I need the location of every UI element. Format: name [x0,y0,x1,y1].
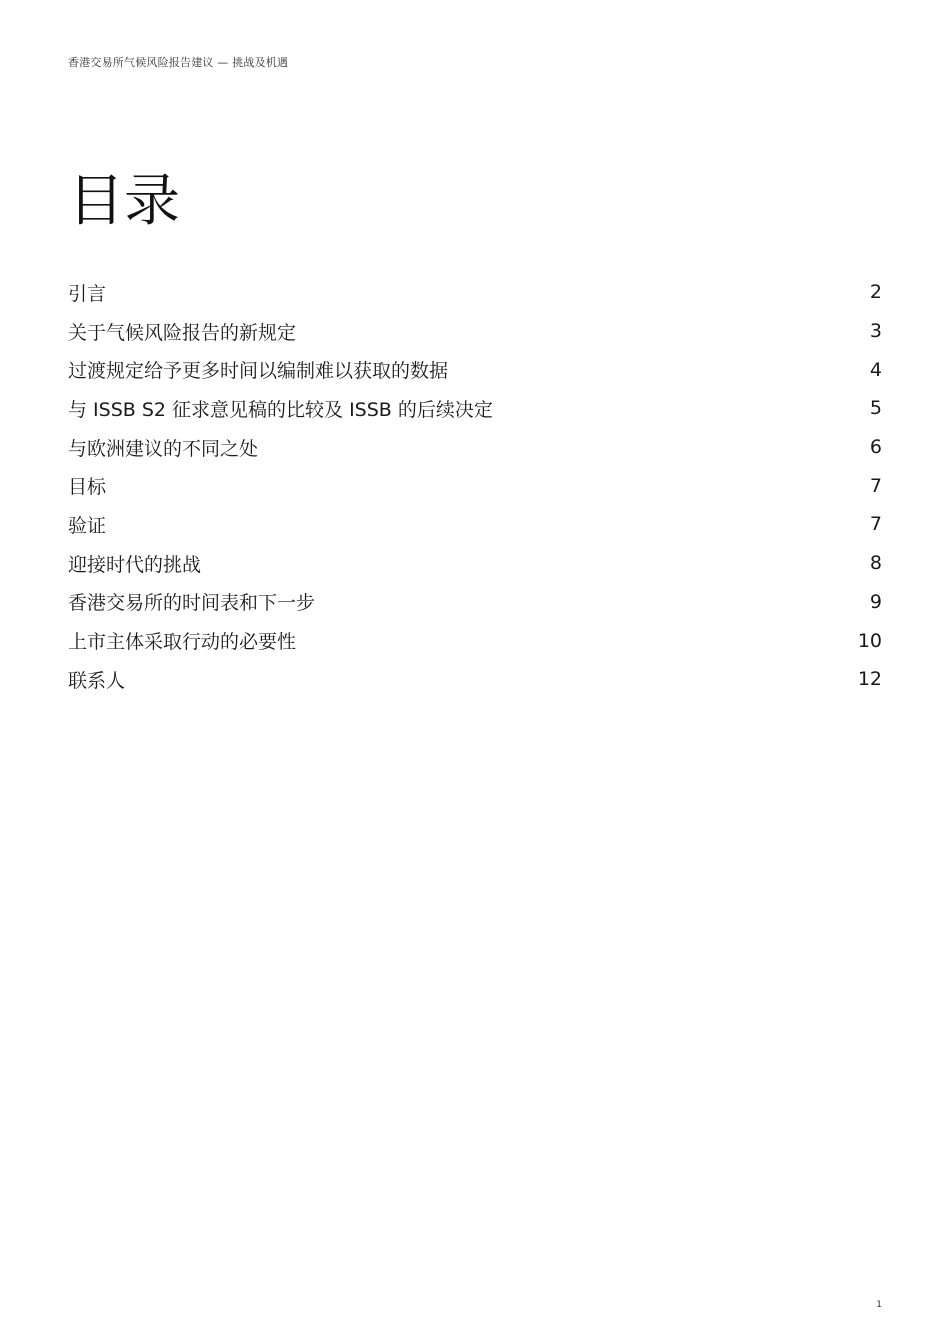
toc-entry-title: 过渡规定给予更多时间以编制难以获取的数据 [68,360,449,383]
toc-entry-title: 香港交易所的时间表和下一步 [68,592,316,615]
toc-entry-page: 8 [869,552,882,575]
toc-entry-introduction[interactable] [68,273,882,312]
toc-entry-title: 与欧洲建议的不同之处 [68,437,259,460]
toc-entry-page: 5 [869,397,882,420]
toc-entry-title: 引言 [68,282,107,305]
toc-entry-assurance[interactable] [68,505,882,544]
page-title: 目录 [68,169,180,234]
table-of-contents [68,273,882,699]
toc-entry-issb-comparison[interactable] [68,389,882,428]
page-number: 1 [876,1300,882,1310]
toc-entry-contacts[interactable] [68,660,882,699]
toc-entry-title: 迎接时代的挑战 [68,553,202,576]
toc-entry-action-needed[interactable] [68,621,882,660]
toc-entry-title: 目标 [68,476,107,499]
toc-entry-transition[interactable] [68,350,882,389]
toc-entry-new-rules[interactable] [68,312,882,351]
toc-entry-europe-differences[interactable] [68,428,882,467]
toc-entry-page: 2 [869,281,882,304]
toc-entry-page: 9 [869,590,882,613]
toc-entry-title: 上市主体采取行动的必要性 [68,631,297,654]
toc-entry-timeline[interactable] [68,583,882,622]
toc-entry-page: 12 [857,668,882,691]
toc-entry-targets[interactable] [68,466,882,505]
toc-entry-title: 验证 [68,514,107,537]
toc-entry-page: 3 [869,320,882,343]
toc-entry-page: 4 [869,358,882,381]
toc-entry-page: 10 [857,629,882,652]
toc-entry-challenges[interactable] [68,544,882,583]
toc-entry-title: 联系人 [68,669,126,692]
running-header: 香港交易所气候风险报告建议 — 挑战及机遇 [68,56,289,69]
toc-entry-page: 7 [869,513,882,536]
toc-entry-title: 关于气候风险报告的新规定 [68,321,297,344]
toc-entry-page: 7 [869,474,882,497]
toc-entry-title: 与 ISSB S2 征求意见稿的比较及 ISSB 的后续决定 [68,398,493,421]
toc-entry-page: 6 [869,436,882,459]
